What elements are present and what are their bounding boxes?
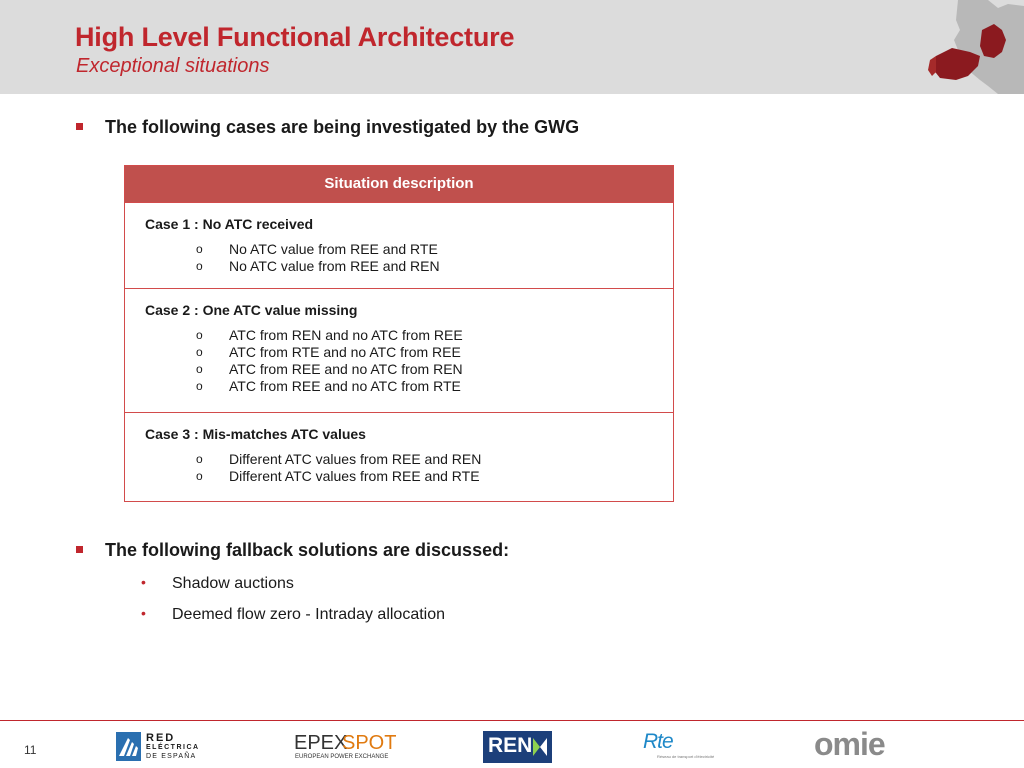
case-title: Case 3 : Mis-matches ATC values bbox=[145, 426, 366, 442]
case-row-1 bbox=[125, 202, 673, 288]
case-row-3 bbox=[125, 412, 673, 501]
bullet-marker bbox=[76, 123, 83, 130]
case-item: o ATC from REE and no ATC from RTE bbox=[196, 378, 461, 394]
case-item: o ATC from REN and no ATC from REE bbox=[196, 327, 463, 343]
omie-logo: omie bbox=[814, 726, 885, 762]
europe-map-icon bbox=[928, 0, 1024, 94]
case-title: Case 1 : No ATC received bbox=[145, 216, 314, 232]
case-item: o Different ATC values from REE and REN bbox=[196, 451, 482, 467]
case-item: o ATC from RTE and no ATC from REE bbox=[196, 344, 461, 360]
sub-bullet-dot: • bbox=[141, 574, 146, 590]
sub-bullet-shadow-auctions: Shadow auctions bbox=[172, 575, 294, 592]
case-item: o No ATC value from REE and RTE bbox=[196, 241, 438, 257]
sub-bullet-deemed-flow: Deemed flow zero - Intraday allocation bbox=[172, 606, 446, 623]
page-number: 11 bbox=[24, 743, 37, 757]
case-item: o Different ATC values from REE and RTE bbox=[196, 468, 480, 484]
case-row-2 bbox=[125, 288, 673, 412]
ree-mark-icon bbox=[116, 732, 141, 761]
table-header: Situation description bbox=[125, 166, 673, 202]
ree-logo: RED ELÉCTRICA DE ESPAÑA bbox=[116, 731, 200, 763]
situation-table bbox=[124, 165, 674, 502]
epex-spot-logo: EPEX SPOT EUROPEAN POWER EXCHANGE bbox=[294, 732, 397, 760]
bullet-fallback-intro: The following fallback solutions are discussed: bbox=[105, 540, 510, 560]
case-item: o No ATC value from REE and REN bbox=[196, 258, 440, 274]
ren-logo: REN bbox=[483, 731, 552, 763]
rte-logo: Rte Réseau de transport d'électricité bbox=[643, 730, 715, 759]
footer-divider bbox=[0, 720, 1024, 721]
bullet-cases-intro: The following cases are being investigated by the GWG bbox=[105, 117, 580, 137]
page-title: High Level Functional Architecture bbox=[75, 22, 515, 52]
sub-bullet-dot: • bbox=[141, 605, 146, 621]
bullet-marker bbox=[76, 546, 83, 553]
page-subtitle: Exceptional situations bbox=[76, 55, 270, 77]
case-title: Case 2 : One ATC value missing bbox=[145, 302, 358, 318]
case-item: o ATC from REE and no ATC from REN bbox=[196, 361, 463, 377]
header-band bbox=[0, 0, 1024, 94]
ren-mark-icon bbox=[533, 738, 547, 756]
